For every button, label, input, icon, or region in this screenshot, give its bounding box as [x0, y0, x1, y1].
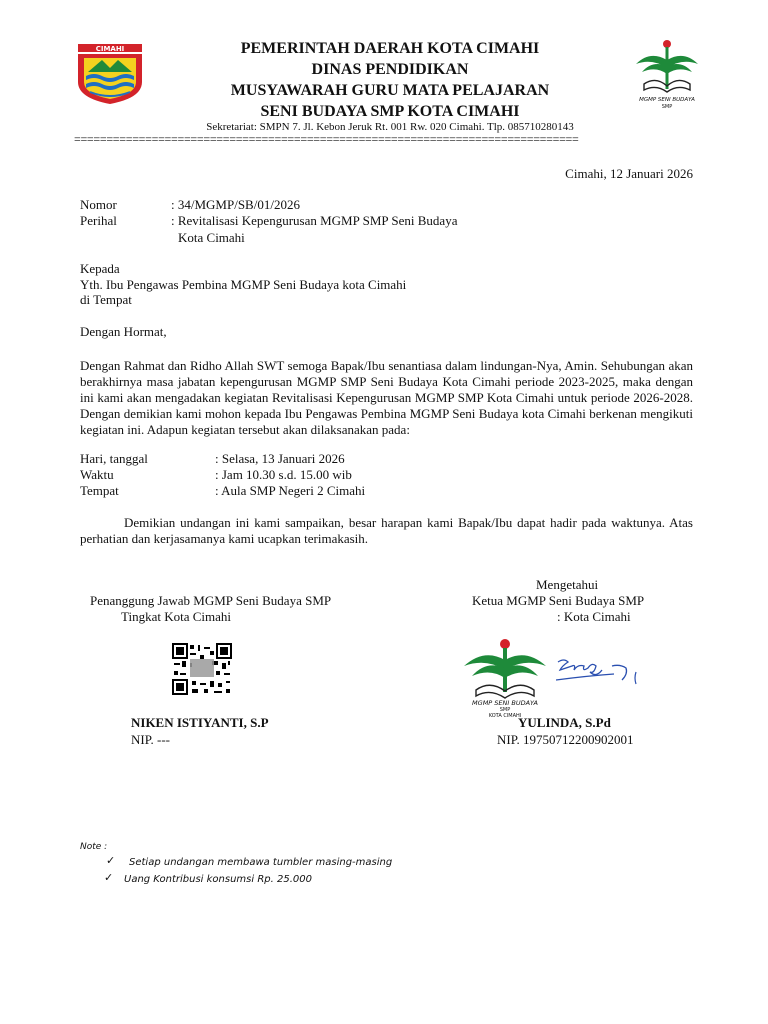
- mgmp-seni-budaya-logo: [630, 38, 704, 112]
- svg-text:MGMP SENI BUDAYA: MGMP SENI BUDAYA: [472, 699, 538, 707]
- svg-text:CIMAHI: CIMAHI: [95, 45, 125, 53]
- schedule-value-day: : Selasa, 13 Januari 2026: [215, 451, 345, 466]
- header-line-department: DINAS PENDIDIKAN: [311, 61, 469, 78]
- header-secretariat: Sekretariat: SMPN 7. Jl. Kebon Jeruk Rt. 001 Rw. 020 Cimahi. Tlp. 085710280143: [206, 121, 574, 133]
- note-item: Setiap undangan membawa tumbler masing-masing: [129, 857, 393, 868]
- check-icon: ✓: [106, 854, 116, 867]
- schedule-label-day: Hari, tanggal: [80, 451, 148, 466]
- svg-text:SMP: SMP: [499, 707, 511, 713]
- right-signer-known: Mengetahui: [536, 577, 599, 592]
- mgmp-stamp-logo: [458, 636, 552, 718]
- schedule-label-time: Waktu: [80, 467, 114, 482]
- letter-body: Dengan Rahmat dan Ridho Allah SWT semoga Bapak/Ibu senantiasa dalam lindungan-Nya, Amin. Sehubungan akan berakhirnya masa jabatan kepengurusan MGMP SMP Seni Budaya Kota Cimahi periode 2023-2025, maka dengan ini kami akan mengadakan kegiatan Revitalisasi Kepengurusan MGMP SMP Kota Cimahi untuk periode 2026-2028. Dengan demikian kami mohon kepada Ibu Pengawas Pembina MGMP Seni Budaya kota Cimahi berkenan mengikuti kegiatan ini. Adapun kegiatan tersebut akan dilaksanakan pada:: [80, 358, 693, 437]
- cimahi-emblem-logo: [74, 42, 146, 106]
- qr-code-image: [172, 643, 232, 695]
- check-icon: ✓: [104, 871, 114, 884]
- svg-text:KOTA CIMAHI: KOTA CIMAHI: [488, 713, 522, 718]
- schedule-value-time: : Jam 10.30 s.d. 15.00 wib: [215, 467, 352, 482]
- header-line-government: PEMERINTAH DAERAH KOTA CIMAHI: [240, 40, 540, 57]
- note-title: Note :: [80, 842, 108, 852]
- schedule-label-place: Tempat: [80, 483, 119, 498]
- recipient-kepada: Kepada: [80, 261, 120, 276]
- recipient-name: Yth. Ibu Pengawas Pembina MGMP Seni Budaya kota Cimahi: [80, 277, 407, 292]
- letter-date: Cimahi, 12 Januari 2026: [565, 166, 693, 181]
- handwritten-signature: [556, 654, 642, 686]
- perihal-value-continued: Kota Cimahi: [178, 230, 245, 245]
- left-signer-name: NIKEN ISTIYANTI, S.P: [131, 715, 269, 730]
- nomor-value: : 34/MGMP/SB/01/2026: [171, 197, 300, 212]
- perihal-value: : Revitalisasi Kepengurusan MGMP SMP Seni Budaya: [171, 213, 458, 228]
- header-line-subject: SENI BUDAYA SMP KOTA CIMAHI: [260, 103, 520, 120]
- nomor-label: Nomor: [80, 197, 117, 212]
- recipient-place: di Tempat: [80, 292, 132, 307]
- svg-text:MGMP SENI BUDAYA: MGMP SENI BUDAYA: [639, 97, 695, 103]
- right-signer-name: YULINDA, S.Pd: [518, 715, 611, 730]
- svg-text:SMP: SMP: [661, 104, 673, 110]
- left-signer-subtitle: Tingkat Kota Cimahi: [121, 609, 232, 624]
- header-separator: ==============================================================================: [74, 132, 579, 146]
- schedule-value-place: : Aula SMP Negeri 2 Cimahi: [215, 483, 366, 498]
- perihal-label: Perihal: [80, 213, 117, 228]
- right-signer-subtitle: : Kota Cimahi: [557, 609, 631, 624]
- left-signer-nip: NIP. ---: [131, 732, 170, 747]
- left-signer-title: Penanggung Jawab MGMP Seni Budaya SMP: [90, 593, 332, 608]
- right-signer-nip: NIP. 19750712200902001: [497, 732, 634, 747]
- salutation: Dengan Hormat,: [80, 324, 167, 339]
- header-line-mgmp: MUSYAWARAH GURU MATA PELAJARAN: [230, 82, 550, 99]
- right-signer-title: Ketua MGMP Seni Budaya SMP: [472, 593, 645, 608]
- closing-paragraph: Demikian undangan ini kami sampaikan, besar harapan kami Bapak/Ibu dapat hadir pada waktunya. Atas perhatian dan kerjasamanya kami ucapkan terimakasih.: [80, 515, 693, 546]
- note-item: Uang Kontribusi konsumsi Rp. 25.000: [124, 874, 312, 885]
